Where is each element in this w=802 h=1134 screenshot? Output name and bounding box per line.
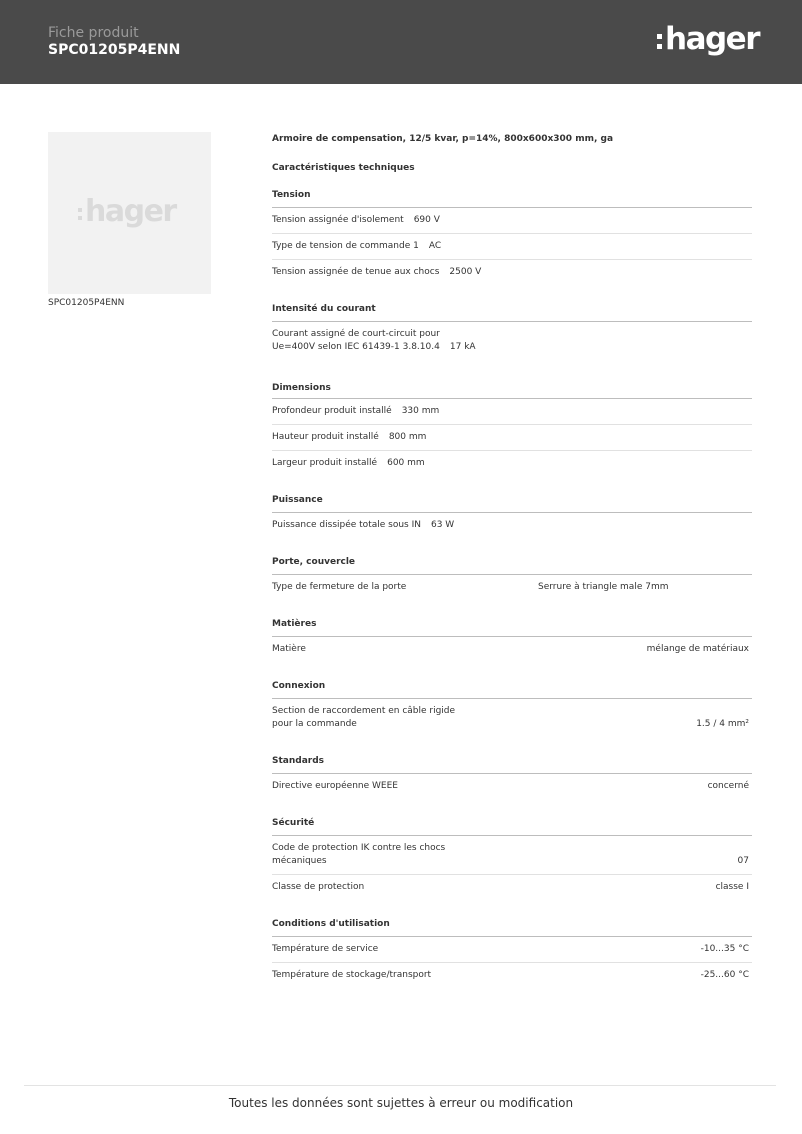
spec-row (272, 322, 752, 360)
section-title: Matières (272, 619, 752, 637)
spec-label-line: pour la commande (272, 719, 357, 729)
section-title: Puissance (272, 495, 752, 513)
product-title: Armoire de compensation, 12/5 kvar, p=14%, 800x600x300 mm, ga (272, 134, 614, 144)
brand-logo (657, 21, 759, 57)
spec-label: Type de fermeture de la porte (272, 582, 407, 592)
spec-value: 07 (737, 856, 749, 866)
section-title: Tension (272, 190, 752, 208)
section-porte-couvercle (272, 557, 752, 600)
section-intensite (272, 304, 752, 360)
spec-row (272, 233, 752, 259)
spec-value: mélange de matériaux (646, 644, 749, 654)
spec-row (272, 962, 752, 988)
spec-row (272, 513, 752, 538)
section-connexion (272, 681, 752, 737)
spec-label-line: Section de raccordement en câble rigide (272, 706, 456, 716)
spec-label-line: mécaniques (272, 856, 327, 866)
spec-label-line: Code de protection IK contre les chocs (272, 843, 446, 853)
header-supertitle: Fiche produit (48, 25, 139, 41)
spec-label-line: Ue=400V selon IEC 61439-1 3.8.10.4 (272, 342, 440, 352)
spec-label: Puissance dissipée totale sous IN (272, 520, 421, 530)
section-tension (272, 190, 752, 285)
spec-label: Tension assignée d'isolement (272, 215, 404, 225)
spec-label: Directive européenne WEEE (272, 781, 398, 791)
section-title: Intensité du courant (272, 304, 752, 322)
spec-row (272, 836, 752, 874)
spec-value: 600 mm (387, 458, 425, 468)
spec-value: Serrure à triangle male 7mm (538, 582, 669, 592)
product-image-caption: SPC01205P4ENN (48, 298, 125, 308)
spec-row (272, 424, 752, 450)
spec-value: classe I (715, 882, 749, 892)
technical-characteristics-heading: Caractéristiques techniques (272, 163, 415, 173)
spec-label: Hauteur produit installé (272, 432, 379, 442)
spec-row (272, 208, 752, 233)
spec-label: Classe de protection (272, 882, 365, 892)
section-title: Dimensions (272, 383, 752, 399)
spec-value: -10...35 °C (700, 944, 749, 954)
spec-label (272, 328, 440, 354)
section-standards (272, 756, 752, 799)
spec-row (272, 637, 752, 662)
spec-label-line: Courant assigné de court-circuit pour (272, 329, 440, 339)
section-title: Porte, couvercle (272, 557, 752, 575)
spec-value: 800 mm (388, 432, 427, 442)
footer-disclaimer: Toutes les données sont sujettes à erreur ou modification (228, 1096, 574, 1110)
section-title: Conditions d'utilisation (272, 919, 752, 937)
logo-dots-icon (657, 34, 662, 49)
section-securite (272, 818, 752, 900)
section-title: Connexion (272, 681, 752, 699)
spec-row (272, 450, 752, 476)
spec-label: Profondeur produit installé (272, 406, 392, 416)
spec-label: Tension assignée de tenue aux chocs (272, 267, 440, 277)
section-title: Standards (272, 756, 752, 774)
section-puissance (272, 495, 752, 538)
spec-row (272, 937, 752, 962)
spec-row (272, 575, 752, 600)
logo-wordmark: hager (665, 21, 759, 57)
footer-divider (24, 1085, 776, 1086)
spec-label: Matière (272, 644, 306, 654)
section-dimensions (272, 383, 752, 476)
spec-label: Température de stockage/transport (272, 970, 432, 980)
placeholder-logo-wordmark: hager (85, 194, 176, 229)
product-content (272, 134, 752, 1007)
spec-row (272, 774, 752, 799)
placeholder-logo-dots-icon (78, 208, 82, 220)
section-conditions-utilisation (272, 919, 752, 988)
header-reference: SPC01205P4ENN (48, 42, 181, 58)
spec-label: Largeur produit installé (272, 458, 378, 468)
spec-value: 2500 V (449, 267, 482, 277)
spec-value: concerné (707, 781, 749, 791)
spec-value: 690 V (413, 215, 440, 225)
spec-label (272, 705, 472, 731)
spec-value: 63 W (430, 520, 455, 530)
section-title: Sécurité (272, 818, 752, 836)
spec-value: 1.5 / 4 mm² (696, 719, 749, 729)
section-matieres (272, 619, 752, 662)
spec-label (272, 842, 472, 868)
product-image-placeholder (48, 132, 211, 294)
spec-label: Type de tension de commande 1 (272, 241, 419, 251)
spec-row (272, 259, 752, 285)
page-header (0, 0, 802, 84)
spec-value: 330 mm (401, 406, 440, 416)
spec-label: Température de service (272, 944, 379, 954)
spec-value: AC (428, 241, 442, 251)
placeholder-logo (78, 194, 176, 229)
spec-row (272, 874, 752, 900)
spec-value: -25...60 °C (700, 970, 749, 980)
spec-value: 17 kA (449, 342, 476, 352)
spec-row (272, 399, 752, 424)
spec-row (272, 699, 752, 737)
